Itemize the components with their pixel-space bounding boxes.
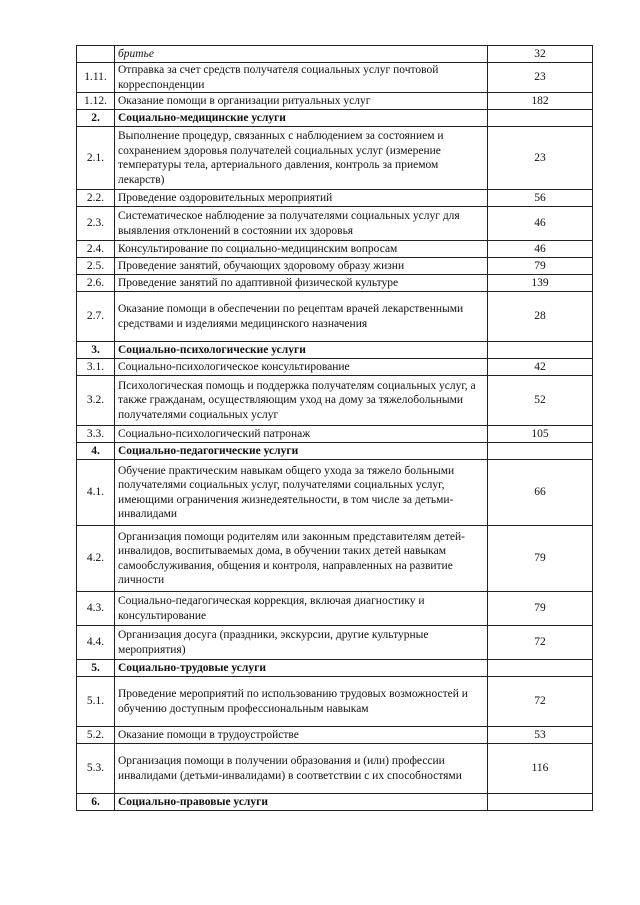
service-price: 52: [488, 376, 593, 426]
table-row: [77, 63, 593, 93]
row-number: 2.3.: [77, 207, 115, 241]
row-number: 4.4.: [77, 626, 115, 660]
row-number: 6.: [77, 794, 115, 811]
service-name: Систематическое наблюдение за получателями социальных услуг для выявления отклонений в состоянии их здоровья: [115, 207, 488, 241]
service-price: 32: [488, 46, 593, 63]
service-price: 66: [488, 460, 593, 526]
service-price: [488, 110, 593, 127]
section-row: [77, 794, 593, 811]
service-price: 182: [488, 93, 593, 110]
table-row: [77, 592, 593, 626]
row-number: 2.5.: [77, 258, 115, 275]
service-price: 23: [488, 127, 593, 190]
service-price: 139: [488, 275, 593, 292]
row-number: 1.12.: [77, 93, 115, 110]
table-row: [77, 190, 593, 207]
service-name: Отправка за счет средств получателя социальных услуг почтовой корреспонденции: [115, 63, 488, 93]
table-row: [77, 626, 593, 660]
services-price-table: [76, 45, 593, 811]
service-price: 72: [488, 626, 593, 660]
table-row: [77, 292, 593, 342]
table-body: [77, 46, 593, 811]
service-price: [488, 794, 593, 811]
row-number: 3.3.: [77, 426, 115, 443]
section-row: [77, 660, 593, 677]
row-number: 5.3.: [77, 744, 115, 794]
service-name: Проведение занятий, обучающих здоровому образу жизни: [115, 258, 488, 275]
service-name: Проведение оздоровительных мероприятий: [115, 190, 488, 207]
document-page: [76, 45, 592, 811]
row-number: 2.: [77, 110, 115, 127]
service-name: Проведение мероприятий по использованию трудовых возможностей и обучению доступным профессиональным навыкам: [115, 677, 488, 727]
table-row: [77, 526, 593, 592]
table-row: [77, 275, 593, 292]
service-name: Психологическая помощь и поддержка получателям социальных услуг, а также гражданам, осуществляющим уход на дому за тяжелобольными получателями социальных услуг: [115, 376, 488, 426]
service-name: Оказание помощи в трудоустройстве: [115, 727, 488, 744]
service-name: Социально-психологическое консультирование: [115, 359, 488, 376]
row-number: 1.11.: [77, 63, 115, 93]
row-number: 4.: [77, 443, 115, 460]
service-price: 46: [488, 207, 593, 241]
service-price: [488, 660, 593, 677]
service-name: Социально-трудовые услуги: [115, 660, 488, 677]
row-number: 4.3.: [77, 592, 115, 626]
service-price: 72: [488, 677, 593, 727]
section-row: [77, 443, 593, 460]
service-name: Социально-педагогическая коррекция, включая диагностику и консультирование: [115, 592, 488, 626]
row-number: 3.2.: [77, 376, 115, 426]
row-number: 2.7.: [77, 292, 115, 342]
service-price: 105: [488, 426, 593, 443]
row-number: 2.2.: [77, 190, 115, 207]
row-number: 3.1.: [77, 359, 115, 376]
service-name: Оказание помощи в обеспечении по рецептам врачей лекарственными средствами и изделиями медицинского назначения: [115, 292, 488, 342]
service-price: 116: [488, 744, 593, 794]
row-number: 2.4.: [77, 241, 115, 258]
service-price: 79: [488, 592, 593, 626]
service-price: 56: [488, 190, 593, 207]
service-name: Социально-медицинские услуги: [115, 110, 488, 127]
service-name: Проведение занятий по адаптивной физической культуре: [115, 275, 488, 292]
row-number: 2.6.: [77, 275, 115, 292]
table-row: [77, 46, 593, 63]
table-row: [77, 426, 593, 443]
service-price: 28: [488, 292, 593, 342]
service-name: Социально-педагогические услуги: [115, 443, 488, 460]
service-name: Организация досуга (праздники, экскурсии, другие культурные мероприятия): [115, 626, 488, 660]
service-price: [488, 443, 593, 460]
service-price: 46: [488, 241, 593, 258]
table-row: [77, 727, 593, 744]
table-row: [77, 258, 593, 275]
table-row: [77, 460, 593, 526]
row-number: 5.1.: [77, 677, 115, 727]
service-price: 23: [488, 63, 593, 93]
service-name: Организация помощи родителям или законным представителям детей-инвалидов, воспитываемых дома, в обучении таких детей навыкам самообслуживания, общения и контроля, направленных на развитие личности: [115, 526, 488, 592]
service-price: [488, 342, 593, 359]
table-row: [77, 376, 593, 426]
service-price: 42: [488, 359, 593, 376]
row-number: 4.1.: [77, 460, 115, 526]
row-number: 3.: [77, 342, 115, 359]
service-name: Социально-психологические услуги: [115, 342, 488, 359]
section-row: [77, 342, 593, 359]
service-price: 79: [488, 258, 593, 275]
service-name: бритье: [115, 46, 488, 63]
table-row: [77, 677, 593, 727]
table-row: [77, 127, 593, 190]
table-row: [77, 744, 593, 794]
service-name: Социально-психологический патронаж: [115, 426, 488, 443]
row-number: 5.2.: [77, 727, 115, 744]
table-row: [77, 93, 593, 110]
row-number: 2.1.: [77, 127, 115, 190]
table-row: [77, 359, 593, 376]
service-price: 79: [488, 526, 593, 592]
table-row: [77, 207, 593, 241]
row-number: [77, 46, 115, 63]
service-name: Консультирование по социально-медицинским вопросам: [115, 241, 488, 258]
service-name: Организация помощи в получении образования и (или) профессии инвалидами (детьми-инвалидами) в соответствии с их способностями: [115, 744, 488, 794]
table-row: [77, 241, 593, 258]
service-name: Оказание помощи в организации ритуальных услуг: [115, 93, 488, 110]
section-row: [77, 110, 593, 127]
service-price: 53: [488, 727, 593, 744]
service-name: Выполнение процедур, связанных с наблюдением за состоянием и сохранением здоровья получателей социальных услуг (измерение температуры тела, артериального давления, контроль за приемом лекарств): [115, 127, 488, 190]
service-name: Социально-правовые услуги: [115, 794, 488, 811]
service-name: Обучение практическим навыкам общего ухода за тяжело больными получателями социальных услуг, получателями социальных услуг, имеющими ограничения жизнедеятельности, в том числе за детьми-инвалидами: [115, 460, 488, 526]
row-number: 4.2.: [77, 526, 115, 592]
row-number: 5.: [77, 660, 115, 677]
